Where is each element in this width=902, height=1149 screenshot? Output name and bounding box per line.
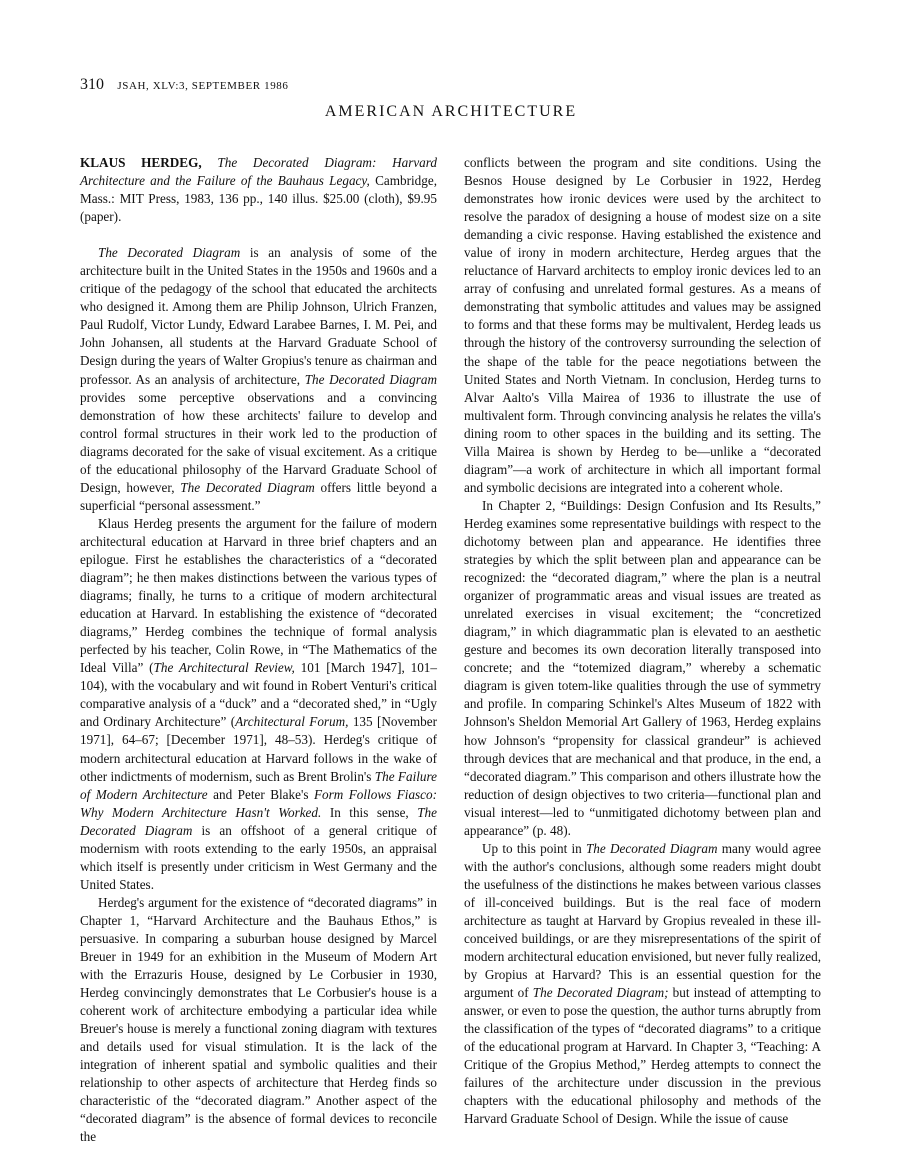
- italic-title: The Decorated Diagram: [304, 371, 437, 387]
- right-column: [464, 154, 821, 1129]
- paragraph: In Chapter 2, “Buildings: Design Confusion and Its Results,” Herdeg examines some representative buildings with respect to the dichotomy between plan and appearance. He identifies three strategies by which the split between plan and appearance can be recognized: the “decorated diagram,” where the plan is a neutral organizer of programmatic areas and visual issues are treated as unrelated exercises in visual excitement; the “concretized diagram,” in which diagrammatic plan is elevated to an aesthetic gesture and becomes its own decoration literally transposed into concrete; and the “totemized diagram,” whereby a schematic diagram is given totem-like qualities through the use of symmetry and profile. In comparing Schinkel's Altes Museum of 1822 with Johnson's Sheldon Memorial Art Gallery of 1963, Herdeg explains how Johnson's “propensity for classical grandeur” is achieved through devices that are mechanical and that produce, in the end, a “decorated diagram.” This comparison and others illustrate how the reduction of design objectives to two criteria—functional plan and visual interest—led to “unmitigated dichotomy between plan and appearance” (p. 48).: [464, 497, 821, 838]
- text-run: 101 [March 1947], 101–104), with the vocabulary and wit found in Robert Venturi's critical comparative analysis of a “duck” and a “decorated shed,” in “Ugly and Ordinary Architecture” (: [80, 660, 437, 730]
- running-header: [80, 76, 289, 94]
- italic-title: The Decorated Diagram: [180, 479, 315, 495]
- italic-title: The Decorated Diagram: [80, 804, 437, 838]
- book-author: KLAUS HERDEG,: [80, 155, 202, 170]
- book-citation: [80, 154, 437, 226]
- text-run: but instead of attempting to answer, or even to pose the question, the author turns abruptly from the classification of the types of “decorated diagrams” to a critique of the educational program at Harvard. In Chapter 3, “Teaching: A Critique of the Gropius Method,” Herdeg attempts to connect the failures of the architecture under discussion in the previous chapters with the educational philosophy and methods of the Harvard Graduate School of Design. While the issue of cause: [464, 985, 821, 1127]
- italic-title: Form Follows Fiasco: Why Modern Architecture Hasn't Worked.: [80, 786, 438, 820]
- paragraph: [80, 515, 437, 894]
- book-title: The Decorated Diagram: Harvard Architecture and the Failure of the Bauhaus Legacy,: [80, 155, 438, 189]
- text-run: is an analysis of some of the architecture built in the United States in the 1950s and 1960s and a critique of the pedagogy of the school that educated the architects who designed it. Among them are Philip Johnson, Ulrich Franzen, Paul Rudolf, Victor Lundy, Edward Larabee Barnes, I. M. Pei, and John Johansen, all students at the Harvard Graduate School of Design during the years of Walter Gropius's tenure as chairman and professor. As an analysis of architecture,: [80, 245, 437, 387]
- paragraph: [464, 840, 821, 1129]
- italic-title: The Decorated Diagram;: [532, 985, 669, 1001]
- paragraph: conflicts between the program and site conditions. Using the Besnos House designed by Le Corbusier in 1922, Herdeg demonstrates how ironic devices were used by the architect to resolve the paradox of designing a house of modest size on a site demanding a civic response. Having established the existence and value of irony in modern architecture, Herdeg argues that the reluctance of Harvard architects to employ ironic devices led to an array of confusing and unrelated formal gestures. As a means of demonstrating that symbolic attitudes and values may be assigned to forms and that these forms may be multivalent, Herdeg leads us through the history of the controversy surrounding the selection of the shape of the table for the peace negotiations between the United States and North Vietnam. In conclusion, Herdeg turns to Alvar Aalto's Villa Mairea of 1936 to illustrate the use of multivalent form. Through convincing analysis he relates the villa's dining room to other spaces in the building and its setting. The Villa Mairea is shown by Herdeg to be—unlike a “decorated diagram”—a work of architecture in which all important formal and symbolic decisions are integrated into a coherent whole.: [464, 155, 821, 495]
- italic-title: The Decorated Diagram: [98, 245, 241, 261]
- journal-citation: JSAH, XLV:3, SEPTEMBER 1986: [117, 80, 289, 92]
- section-title: AMERICAN ARCHITECTURE: [324, 103, 578, 120]
- text-run: is an offshoot of a general critique of modernism with roots extending to the early 1950s, an appraisal which itself is presently under criticism in West Germany and the United States.: [80, 822, 437, 892]
- text-run: In this sense,: [321, 804, 418, 820]
- italic-title: The Decorated Diagram: [585, 840, 718, 856]
- text-run: Up to this point in: [482, 840, 586, 856]
- text-run: Klaus Herdeg presents the argument for the failure of modern architectural education at Harvard in three brief chapters and an epilogue. First he establishes the characteristics of a “decorated diagram”; he then makes distinctions between the various types of diagrams; finally, he turns to a critique of modern architectural education at Harvard. In establishing the existence of “decorated diagrams,” Herdeg combines the technique of formal analysis perfected by his teacher, Colin Rowe, in “The Mathematics of the Ideal Villa” (: [80, 515, 437, 676]
- page-number: 310: [80, 76, 104, 93]
- paragraph: Herdeg's argument for the existence of “decorated diagrams” in Chapter 1, “Harvard Architecture and the Bauhaus Ethos,” is persuasive. In comparing a suburban house designed by Marcel Breuer in 1949 for an exhibition in the Museum of Modern Art with the Errazuris House, designed by Le Corbusier in 1930, Herdeg convincingly demonstrates that Le Corbusier's house is a coherent work of architecture embodying a particular idea while Breuer's house is merely a functional zoning diagram with textures and details used for visual stimulation. It is the lack of the integration of inherent spatial and symbolic qualities and their relationship to other aspects of architecture that Herdeg finds so characteristic of the “decorated diagram.” Another aspect of the “decorated diagram” is the absence of formal devices to reconcile the: [80, 894, 437, 1145]
- text-run: many would agree with the author's conclusions, although some readers might doubt the usefulness of the distinctions he makes between various classes of ill-conceived buildings. But is the real face of modern architecture as taught at Harvard by Gropius revealed in these ill-conceived buildings, or are they misrepresentations of the spirit of modern architectural education envisioned, but never fully realized, by Gropius at Harvard? This is an essential question for the argument of: [464, 840, 822, 1001]
- italic-title: The Failure of Modern Architecture: [80, 768, 437, 802]
- italic-title: Architectural Forum,: [235, 714, 349, 730]
- paragraph: [80, 244, 437, 515]
- text-run: 135 [November 1971], 64–67; [December 1971], 48–53). Herdeg's critique of modern architectural education at Harvard follows in the wake of other indictments of modernism, such as Brent Brolin's: [80, 714, 437, 784]
- text-run: and Peter Blake's: [207, 786, 314, 802]
- book-details: Cambridge, Mass.: MIT Press, 1983, 136 pp., 140 illus. $25.00 (cloth), $9.95 (paper).: [80, 173, 438, 225]
- text-run: offers little beyond a superficial “personal assessment.”: [80, 479, 437, 513]
- left-column: [80, 154, 437, 1147]
- italic-title: The Architectural Review,: [153, 660, 295, 676]
- text-run: provides some perceptive observations and a convincing demonstration of how these architects' failure to develop and control formal structures in their work led to the production of diagrams decorated for the sake of visual excitement. As a critique of the educational philosophy of the Harvard Graduate School of Design, however,: [80, 389, 437, 495]
